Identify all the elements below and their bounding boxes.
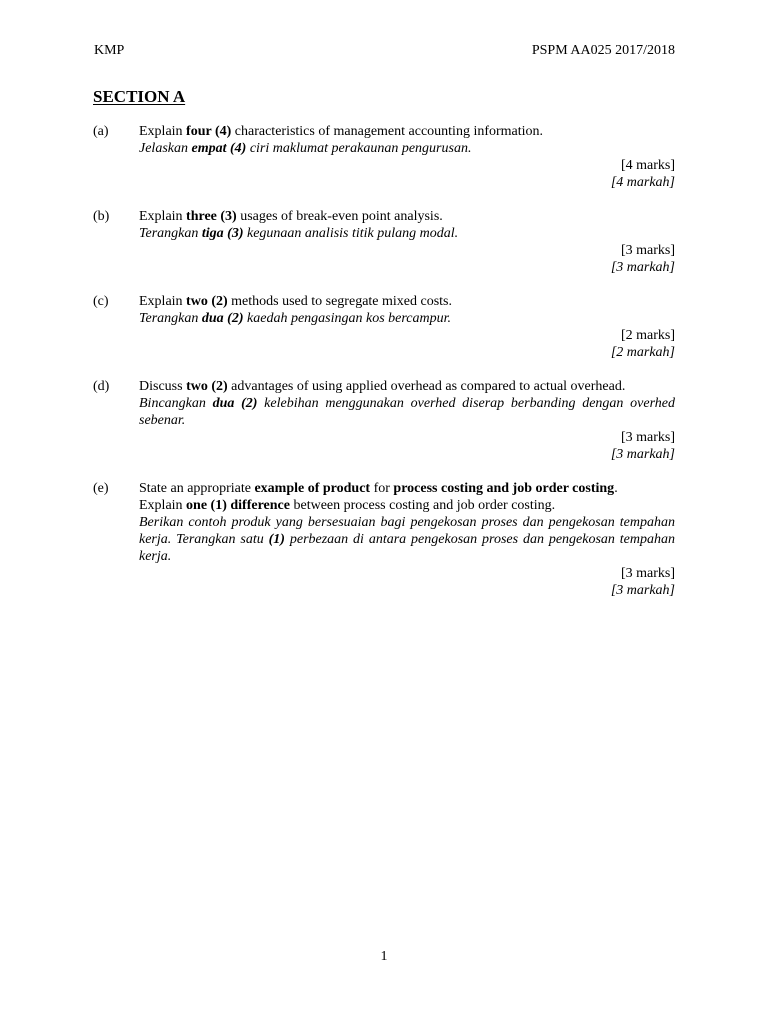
question-list <box>93 123 675 616</box>
question-label: (e) <box>93 481 109 496</box>
question-label: (a) <box>93 124 109 139</box>
question-text-english: Discuss two (2) advantages of using applied overhead as compared to actual overhead. <box>139 379 626 394</box>
marks-malay: [3 markah] <box>610 583 675 598</box>
question-body <box>139 208 675 276</box>
question-label: (b) <box>93 209 110 224</box>
marks-english: [3 marks] <box>620 430 675 445</box>
question-text-english: Explain four (4) characteristics of management accounting information. <box>139 124 544 139</box>
marks-malay: [3 markah] <box>610 447 675 462</box>
question-c <box>93 293 675 361</box>
question-text-english: State an appropriate example of product for process costing and job order costing. <box>139 481 618 496</box>
question-text-malay: Jelaskan empat (4) ciri maklumat perakaunan pengurusan. <box>139 141 472 156</box>
page-number: 1 <box>380 949 388 964</box>
marks-malay: [4 markah] <box>610 175 675 190</box>
question-body <box>139 293 675 361</box>
question-label: (d) <box>93 379 110 394</box>
question-label: (c) <box>93 294 109 309</box>
marks-english: [2 marks] <box>620 328 675 343</box>
question-a <box>93 123 675 191</box>
question-text-malay: Terangkan tiga (3) kegunaan analisis titik pulang modal. <box>139 226 459 241</box>
question-text-malay: Bincangkan dua (2) kelebihan menggunakan overhed diserap berbanding dengan overhed sebenar. <box>139 396 675 428</box>
question-body <box>139 480 675 599</box>
marks-malay: [2 markah] <box>610 345 675 360</box>
question-text-english-2: Explain one (1) difference between process costing and job order costing. <box>139 498 556 513</box>
question-body <box>139 378 675 463</box>
marks-english: [3 marks] <box>620 566 675 581</box>
marks-english: [3 marks] <box>620 243 675 258</box>
question-text-english: Explain three (3) usages of break-even point analysis. <box>139 209 443 224</box>
marks-malay: [3 markah] <box>610 260 675 275</box>
section-title: SECTION A <box>93 87 186 106</box>
page-header <box>94 42 675 62</box>
question-text-malay: Berikan contoh produk yang bersesuaian bagi pengekosan proses dan pengekosan tempahan kerja. Terangkan satu (1) perbezaan di antara pengekosan proses dan pengekosan tempahan kerja. <box>139 515 676 564</box>
header-course-code: KMP <box>94 43 125 58</box>
question-d <box>93 378 675 463</box>
question-text-english: Explain two (2) methods used to segregate mixed costs. <box>139 294 452 309</box>
marks-english: [4 marks] <box>620 158 675 173</box>
question-body <box>139 123 675 191</box>
question-e <box>93 480 675 599</box>
header-exam-code: PSPM AA025 2017/2018 <box>531 43 675 58</box>
question-b <box>93 208 675 276</box>
question-text-malay: Terangkan dua (2) kaedah pengasingan kos bercampur. <box>139 311 452 326</box>
